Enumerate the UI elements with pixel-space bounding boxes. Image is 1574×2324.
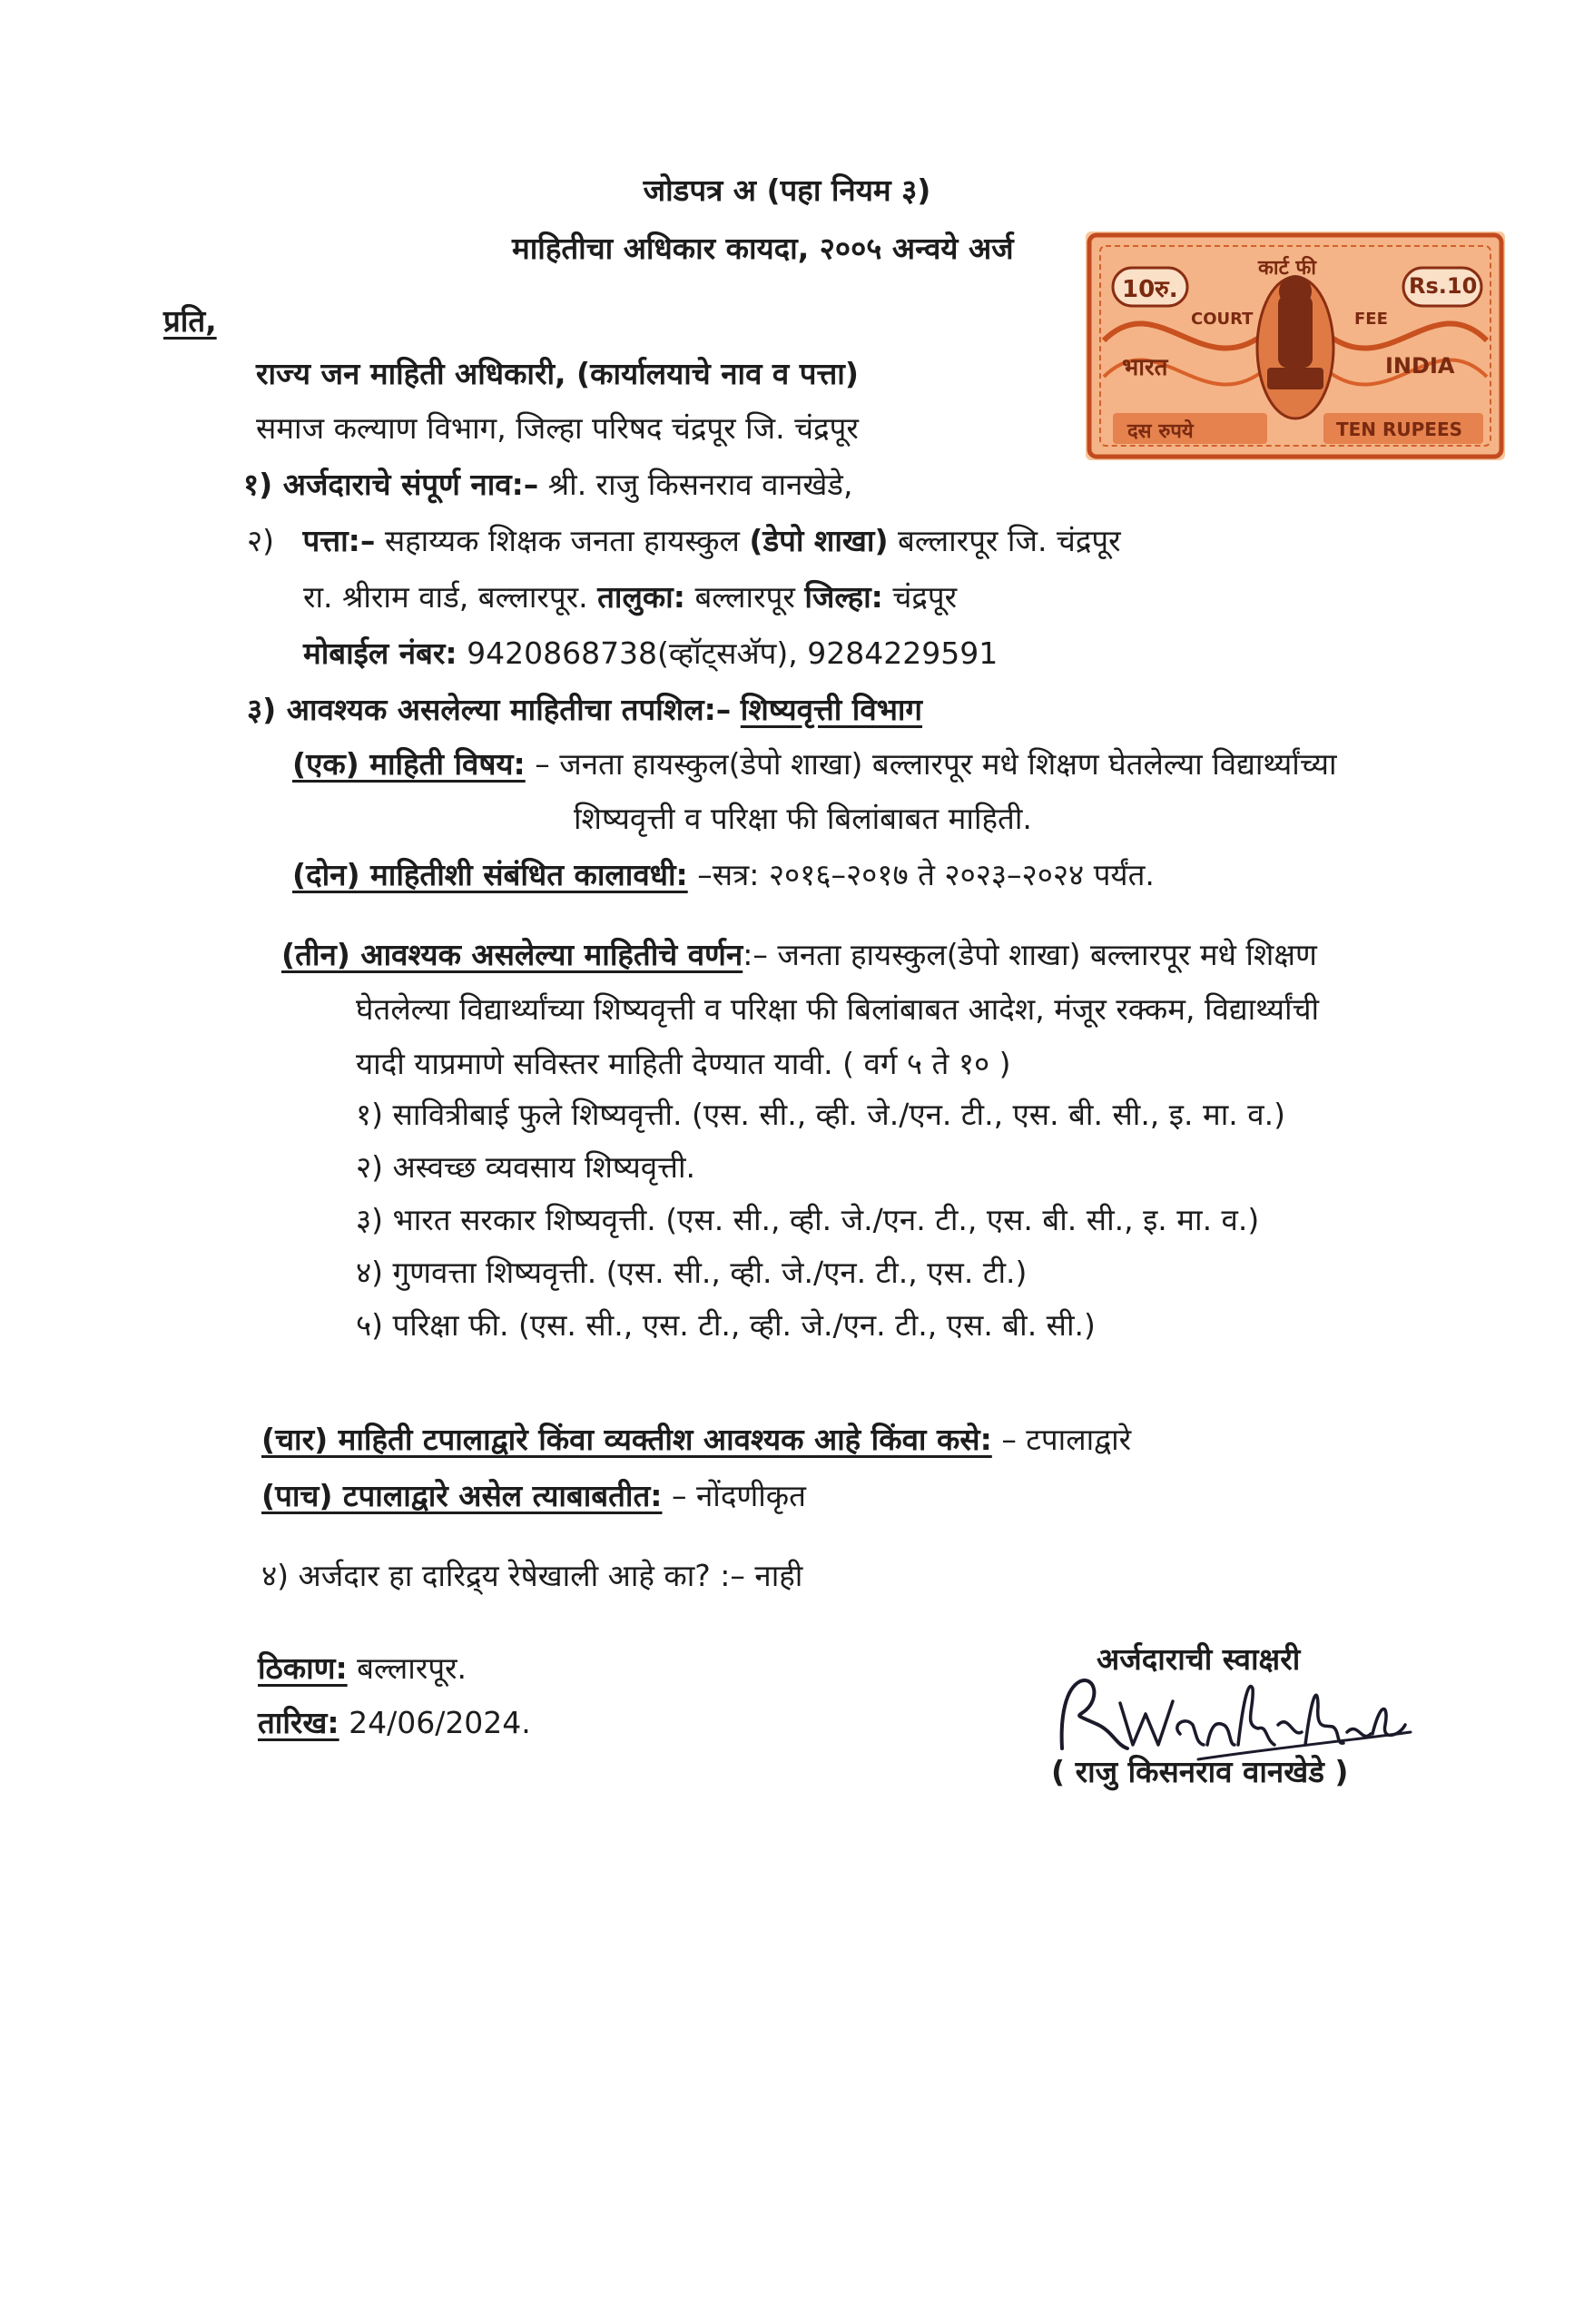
place-label: ठिकाण: [258, 1650, 348, 1686]
address-number: २) [247, 523, 275, 558]
applicant-name-line [243, 465, 852, 505]
info-heading-value: शिष्यवृत्ती विभाग [740, 692, 923, 727]
description-line-2: घेतलेल्या विद्यार्थ्यांच्या शिष्यवृत्ती व परिक्षा फी बिलांबाबत आदेश, मंजूर रक्कम, विद्यार्थ्यांची [356, 991, 1320, 1027]
district-label: जिल्हा: [804, 579, 883, 615]
stamp-value-right: Rs.10 [1409, 273, 1478, 299]
description-label: (तीन) आवश्यक असलेल्या माहितीचे वर्णन [281, 937, 743, 972]
stamp-value-left: 10रु. [1122, 276, 1178, 303]
subject-line [292, 744, 1337, 784]
description-line-1 [281, 935, 1317, 975]
bpl-answer: नाही [754, 1558, 803, 1593]
list-item: २) अस्वच्छ व्यवसाय शिष्यवृत्ती. [356, 1149, 695, 1185]
mobile-line [303, 634, 998, 674]
delivery-label: (चार) माहिती टपालाद्वारे किंवा व्यक्तीश आवश्यक आहे किंवा कसे: [261, 1422, 992, 1457]
period-line [292, 855, 1155, 895]
list-item: ४) गुणवत्ता शिष्यवृत्ती. (एस. सी., व्ही. जे./एन. टी., एस. टी.) [356, 1255, 1028, 1290]
bpl-question: ४) अर्जदार हा दारिद्र्य रेषेखाली आहे का? :– [261, 1558, 745, 1593]
officer-title: राज्य जन माहिती अधिकारी, (कार्यालयाचे नाव व पत्ता) [256, 356, 859, 391]
district-value: चंद्रपूर [892, 579, 958, 615]
period-label: (दोन) माहितीशी संबंधित कालावधी: [292, 857, 688, 892]
bpl-line [261, 1556, 802, 1596]
address-branch: (डेपो शाखा) [749, 523, 889, 558]
to-label: प्रति, [163, 303, 217, 339]
stamp-india: INDIA [1385, 353, 1455, 379]
mobile-value: 9420868738(व्हॉट्सअ‍ॅप), 9284229591 [467, 635, 999, 671]
stamp-ten-rupees: TEN RUPEES [1336, 419, 1463, 440]
address-ward: रा. श्रीराम वार्ड, बल्लारपूर. [303, 579, 588, 615]
post-value: – नोंदणीकृत [672, 1478, 806, 1513]
applicant-name-label: १) अर्जदाराचे संपूर्ण नाव:– [243, 467, 539, 502]
date-value: 24/06/2024. [349, 1705, 531, 1740]
subject-label: (एक) माहिती विषय: [292, 746, 526, 782]
signatory-name: ( राजु किसनराव वानखेडे ) [1051, 1754, 1349, 1789]
signature-label: अर्जदाराची स्वाक्षरी [1097, 1641, 1301, 1677]
description-line-3: यादी याप्रमाणे सविस्तर माहिती देण्यात यावी. ( वर्ग ५ ते १० ) [356, 1046, 1011, 1081]
form-subtitle: माहितीचा अधिकार कायदा, २००५ अन्वये अर्ज [512, 231, 1014, 266]
stamp-das-rupaye: दस रुपये [1127, 420, 1194, 443]
stamp-court: COURT [1191, 310, 1254, 329]
list-item: ५) परिक्षा फी. (एस. सी., एस. टी., व्ही. जे./एन. टी., एस. बी. सी.) [356, 1307, 1096, 1343]
stamp-fee: FEE [1354, 310, 1388, 329]
delivery-line [261, 1420, 1131, 1460]
list-item: १) सावित्रीबाई फुले शिष्यवृत्ती. (एस. सी., व्ही. जे./एन. टी., एस. बी. सी., इ. मा. व.) [356, 1097, 1285, 1132]
address-part-1: सहाय्यक शिक्षक जनता हायस्कुल [384, 523, 740, 558]
subject-line-2: शिष्यवृत्ती व परिक्षा फी बिलांबाबत माहिती. [574, 801, 1032, 836]
stamp-top-label: कार्ट फी [1258, 257, 1317, 280]
office-address: समाज कल्याण विभाग, जिल्हा परिषद चंद्रपूर जि. चंद्रपूर [256, 410, 859, 446]
court-fee-stamp [1086, 231, 1505, 460]
address-line-2 [303, 577, 957, 617]
date-label: तारिख: [258, 1705, 339, 1740]
stamp-bharat: भारत [1122, 354, 1168, 381]
applicant-name-value: श्री. राजु किसनराव वानखेडे, [547, 467, 853, 502]
taluka-value: बल्लारपूर [694, 579, 795, 615]
delivery-value: – टपालाद्वारे [1001, 1422, 1132, 1457]
info-heading-label: ३) आवश्यक असलेल्या माहितीचा तपशिल:– [247, 692, 732, 727]
address-part-2: बल्लारपूर जि. चंद्रपूर [898, 523, 1121, 558]
mobile-label: मोबाईल नंबर: [303, 635, 457, 671]
post-label: (पाच) टपालाद्वारे असेल त्याबाबतीत: [261, 1478, 663, 1513]
list-item: ३) भारत सरकार शिष्यवृत्ती. (एस. सी., व्ही. जे./एन. टी., एस. बी. सी., इ. मा. व.) [356, 1202, 1260, 1237]
period-value: –सत्र: २०१६–२०१७ ते २०२३–२०२४ पर्यंत. [697, 857, 1155, 892]
taluka-label: तालुका: [597, 579, 685, 615]
date-line [258, 1703, 531, 1743]
place-value: बल्लारपूर. [357, 1650, 467, 1686]
form-title: जोडपत्र अ (पहा नियम ३) [643, 172, 931, 208]
post-line [261, 1476, 806, 1516]
description-value: :– जनता हायस्कुल(डेपो शाखा) बल्लारपूर मधे शिक्षण [743, 937, 1317, 972]
info-heading-line [247, 690, 922, 730]
address-label: पत्ता:– [302, 523, 376, 558]
address-line-1 [247, 521, 1121, 561]
subject-value: – जनता हायस्कुल(डेपो शाखा) बल्लारपूर मधे शिक्षण घेतलेल्या विद्यार्थ्यांच्या [535, 746, 1337, 782]
place-line [258, 1649, 467, 1689]
